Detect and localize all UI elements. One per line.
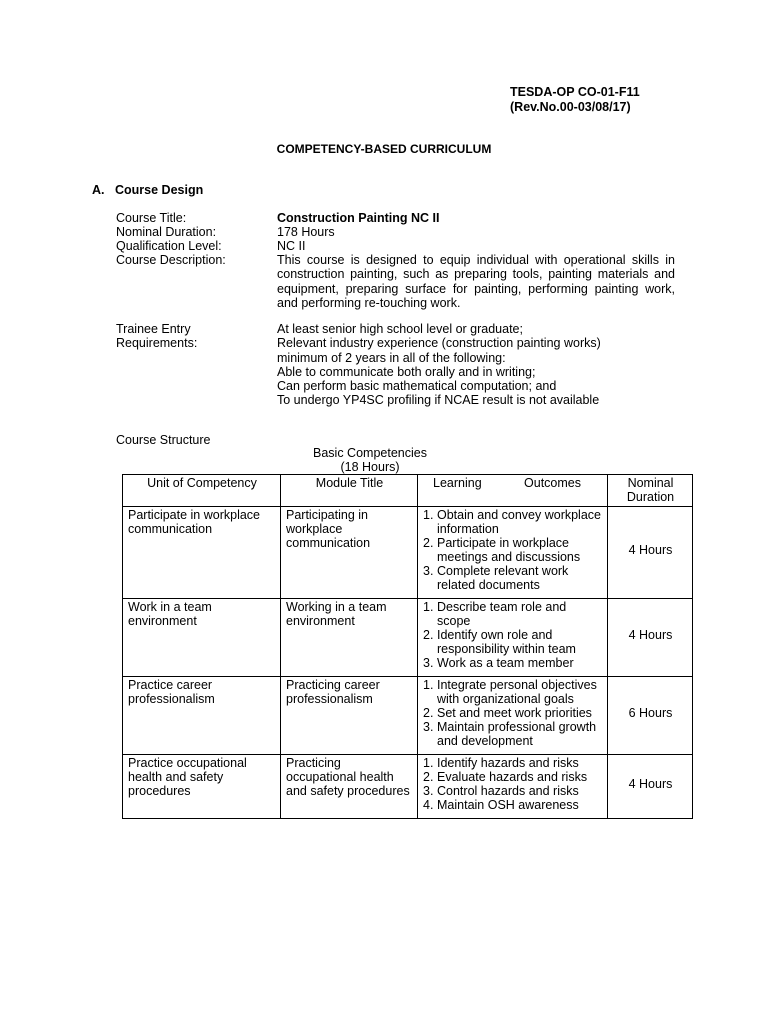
list-item xyxy=(423,564,603,592)
competency-group-title: Basic Competencies xyxy=(313,446,427,460)
table-header-row xyxy=(123,475,693,507)
outcome-number: 2. xyxy=(423,706,434,720)
outcomes-cell xyxy=(418,755,608,819)
entry-requirement-line: Can perform basic mathematical computation; and xyxy=(277,379,557,394)
outcome-text: Complete relevant work related documents xyxy=(437,564,569,592)
description-label: Course Description: xyxy=(116,253,226,267)
outcomes-list xyxy=(423,678,603,748)
entry-requirement-line: Relevant industry experience (construction painting works) xyxy=(277,336,601,351)
entry-label-line: Trainee Entry xyxy=(116,322,191,336)
entry-requirement-line: minimum of 2 years in all of the following: xyxy=(277,350,506,365)
outcomes-cell xyxy=(418,599,608,677)
header-duration-line: Nominal xyxy=(627,476,674,490)
entry-requirements-label xyxy=(116,322,197,350)
header-outcomes xyxy=(418,475,608,507)
course-title-value: Construction Painting NC II xyxy=(277,211,440,225)
header-outcomes-word: Outcomes xyxy=(524,476,581,490)
table-row xyxy=(123,755,693,819)
list-item xyxy=(423,536,603,564)
outcome-number: 1. xyxy=(423,600,434,614)
outcome-text: Identify own role and responsibility within team xyxy=(437,628,576,656)
course-structure-label: Course Structure xyxy=(116,433,211,447)
competency-group-hours: (18 Hours) xyxy=(340,460,400,474)
outcomes-list xyxy=(423,508,603,592)
outcome-number: 4. xyxy=(423,798,434,812)
list-item xyxy=(423,720,603,748)
table-row xyxy=(123,507,693,599)
document-code xyxy=(510,85,640,115)
outcome-text: Work as a team member xyxy=(437,656,574,670)
outcome-text: Identify hazards and risks xyxy=(437,756,579,770)
outcome-text: Describe team role and scope xyxy=(437,600,567,628)
course-title-label: Course Title: xyxy=(116,211,187,225)
outcome-text: Maintain OSH awareness xyxy=(437,798,579,812)
page-title: COMPETENCY-BASED CURRICULUM xyxy=(276,142,492,156)
outcome-number: 2. xyxy=(423,536,434,550)
unit-cell: Participate in workplace communication xyxy=(123,507,281,599)
module-cell: Practicing career professionalism xyxy=(281,677,418,755)
list-item xyxy=(423,600,603,628)
list-item xyxy=(423,508,603,536)
level-value: NC II xyxy=(277,239,306,253)
document-revision-line: (Rev.No.00-03/08/17) xyxy=(510,100,631,114)
outcome-text: Control hazards and risks xyxy=(437,784,579,798)
competency-table xyxy=(122,474,693,819)
entry-requirement-line: At least senior high school level or graduate; xyxy=(277,322,523,336)
duration-cell: 4 Hours xyxy=(608,507,693,599)
outcome-text: Obtain and convey workplace information xyxy=(437,508,601,536)
list-item xyxy=(423,770,603,784)
list-item xyxy=(423,798,603,812)
module-cell: Participating in workplace communication xyxy=(281,507,418,599)
table-row xyxy=(123,599,693,677)
entry-label-line: Requirements: xyxy=(116,336,198,350)
unit-cell: Practice career professionalism xyxy=(123,677,281,755)
unit-cell: Work in a team environment xyxy=(123,599,281,677)
outcome-number: 2. xyxy=(423,628,434,642)
list-item xyxy=(423,706,603,720)
competency-group-heading xyxy=(270,446,470,474)
unit-cell: Practice occupational health and safety procedures xyxy=(123,755,281,819)
outcome-number: 3. xyxy=(423,564,434,578)
entry-requirement-line: To undergo YP4SC profiling if NCAE result is not available xyxy=(277,393,600,408)
outcome-text: Set and meet work priorities xyxy=(437,706,592,720)
module-cell: Working in a team environment xyxy=(281,599,418,677)
outcome-text: Maintain professional growth and development xyxy=(437,720,597,748)
outcome-number: 3. xyxy=(423,720,434,734)
outcomes-list xyxy=(423,600,603,670)
section-letter: A. xyxy=(92,183,105,197)
outcome-text: Evaluate hazards and risks xyxy=(437,770,588,784)
outcome-number: 1. xyxy=(423,678,434,692)
section-heading xyxy=(92,183,203,197)
duration-cell: 6 Hours xyxy=(608,677,693,755)
outcomes-cell xyxy=(418,677,608,755)
header-duration-line: Duration xyxy=(626,490,675,504)
section-label: Course Design xyxy=(115,183,204,197)
outcome-number: 3. xyxy=(423,784,434,798)
outcome-number: 3. xyxy=(423,656,434,670)
outcomes-list xyxy=(423,756,603,812)
duration-label: Nominal Duration: xyxy=(116,225,217,239)
outcome-text: Participate in workplace meetings and discussions xyxy=(437,536,581,564)
description-value: This course is designed to equip individual with operational skills in construction painting, such as preparing tools, painting materials and equipment, preparing surface for painting, performing painting work, and performing re-touching work. xyxy=(277,253,675,311)
level-label: Qualification Level: xyxy=(116,239,222,253)
duration-cell: 4 Hours xyxy=(608,599,693,677)
entry-requirement-line: Able to communicate both orally and in writing; xyxy=(277,364,536,379)
list-item xyxy=(423,628,603,656)
header-module: Module Title xyxy=(281,475,418,507)
list-item xyxy=(423,656,603,670)
document-code-line: TESDA-OP CO-01-F11 xyxy=(510,85,640,99)
header-outcomes-word: Learning xyxy=(433,476,482,490)
outcome-number: 1. xyxy=(423,756,434,770)
list-item xyxy=(423,678,603,706)
header-unit: Unit of Competency xyxy=(123,475,281,507)
table-row xyxy=(123,677,693,755)
header-duration xyxy=(608,475,693,507)
list-item xyxy=(423,784,603,798)
outcome-text: Integrate personal objectives with organizational goals xyxy=(437,678,597,706)
outcomes-cell xyxy=(418,507,608,599)
outcome-number: 2. xyxy=(423,770,434,784)
outcome-number: 1. xyxy=(423,508,434,522)
duration-cell: 4 Hours xyxy=(608,755,693,819)
module-cell: Practicing occupational health and safety procedures xyxy=(281,755,418,819)
duration-value: 178 Hours xyxy=(277,225,335,239)
entry-requirements-list xyxy=(277,322,601,408)
list-item xyxy=(423,756,603,770)
